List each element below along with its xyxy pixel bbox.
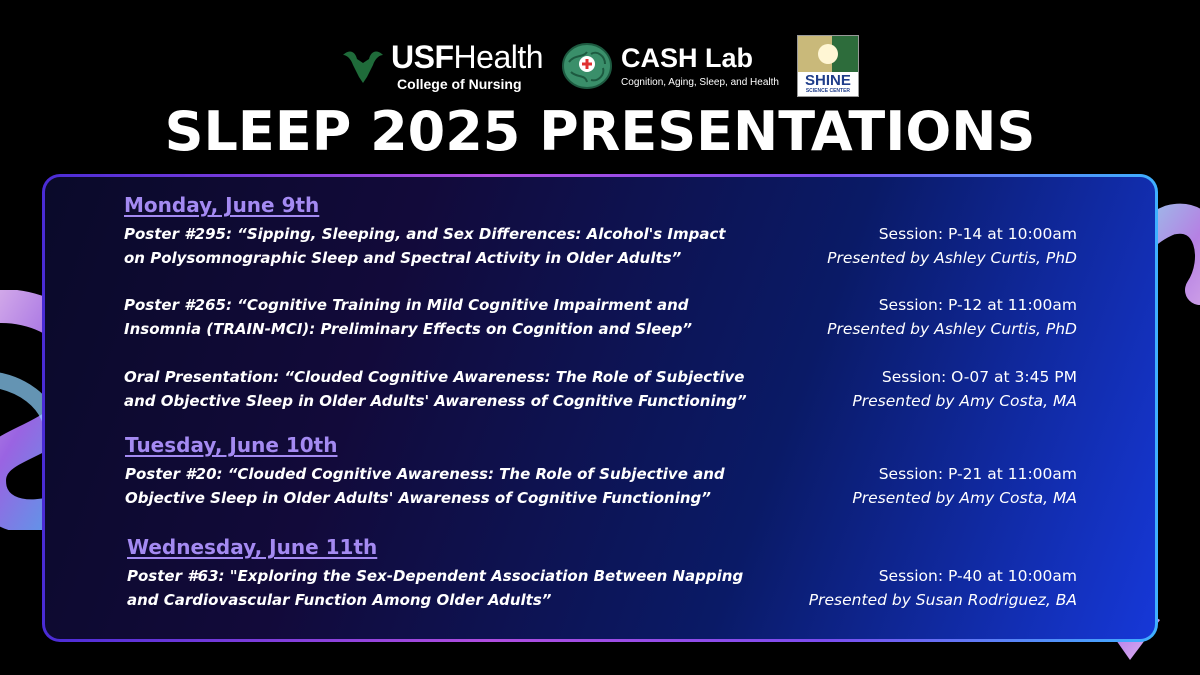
usf-health-logo [341,41,543,91]
presentation-type: Poster #265 [124,296,226,314]
title-line-1: : "Exploring the Sex-Dependent Association Between Napping [218,567,744,585]
day-heading-wednesday: Wednesday, June 11th [127,535,378,559]
presenter: Presented by Amy Costa, MA [852,392,1077,410]
presenter: Presented by Ashley Curtis, PhD [827,320,1077,338]
title-line-2: and Cardiovascular Function Among Older Adults” [127,591,552,609]
shine-name: SHINE [805,72,851,89]
title-line-2: Objective Sleep in Older Adults' Awareness of Cognitive Functioning” [125,489,711,507]
title-line-1: : “Sipping, Sleeping, and Sex Differences: Alcohol's Impact [225,225,726,243]
session-info [827,222,1077,270]
shine-science-center-logo [797,35,859,97]
presentation-type: Poster #295 [124,225,226,243]
presentation-title [127,564,787,612]
presentation-title [124,222,784,270]
day-heading-tuesday: Tuesday, June 10th [125,433,338,457]
usf-brand: USF [391,39,454,75]
session-time: Session: O-07 at 3:45 PM [881,368,1077,386]
brain-icon [561,40,613,92]
schedule-panel [42,174,1158,642]
usf-health-word: Health [453,39,544,75]
cash-lab-name: CASH Lab [621,42,754,73]
session-info [809,564,1077,612]
cash-lab-logo [561,40,779,92]
title-line-1: : “Clouded Cognitive Awareness: The Role of Subjective [273,368,745,386]
presentation-title [125,462,785,510]
presenter: Presented by Ashley Curtis, PhD [827,249,1077,267]
presenter: Presented by Amy Costa, MA [852,489,1077,507]
presentation-type: Oral Presentation [124,368,274,386]
title-line-1: : “Cognitive Training in Mild Cognitive Impairment and [225,296,689,314]
session-time: Session: P-12 at 11:00am [878,296,1077,314]
presentation-title [124,293,784,341]
session-time: Session: P-40 at 10:00am [878,567,1077,585]
session-time: Session: P-21 at 11:00am [878,465,1077,483]
usf-bull-icon [341,47,385,85]
title-line-2: on Polysomnographic Sleep and Spectral Activity in Older Adults” [124,249,682,267]
logo-row [0,34,1200,98]
session-info [852,365,1077,413]
session-info [852,462,1077,510]
title-line-1: : “Clouded Cognitive Awareness: The Role of Subjective and [216,465,725,483]
presenter: Presented by Susan Rodriguez, BA [808,591,1077,609]
presentation-type: Poster #63 [127,567,219,585]
shine-subtitle: SCIENCE CENTER [805,88,851,94]
presentation-title [124,365,804,413]
cash-lab-subtitle: Cognition, Aging, Sleep, and Health [621,76,779,88]
day-heading-monday: Monday, June 9th [124,193,320,217]
page-title: SLEEP 2025 PRESENTATIONS [164,100,1036,163]
session-time: Session: P-14 at 10:00am [878,225,1077,243]
title-line-2: Insomnia (TRAIN-MCI): Preliminary Effects on Cognition and Sleep” [124,320,693,338]
lightbulb-icon [818,44,838,64]
presentation-type: Poster #20 [125,465,217,483]
session-info [827,293,1077,341]
usf-subtitle: College of Nursing [397,76,522,92]
title-line-2: and Objective Sleep in Older Adults' Awareness of Cognitive Functioning” [124,392,747,410]
